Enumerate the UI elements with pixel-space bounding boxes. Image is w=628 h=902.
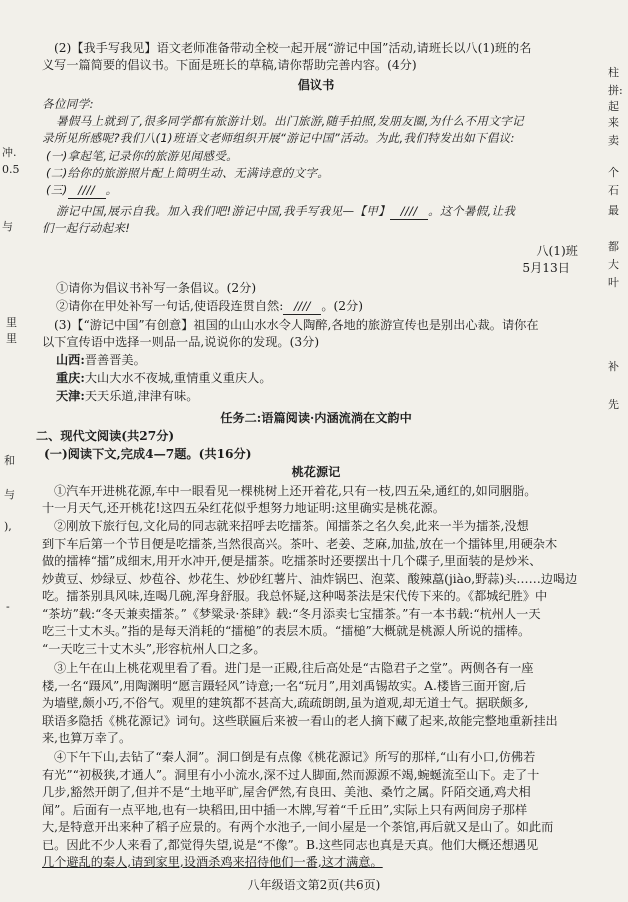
slogan-row [56,352,604,368]
proposal-body-line: 录所见所感呢?我们八(1)班语文老师组织开展“游记中国”活动。为此,我们特发出如下倡议: [42,131,515,145]
right-margin-text: 大 [608,258,619,271]
right-margin-text: 柱 [608,66,619,79]
proposal-closing-line [56,203,604,220]
page-footer: 八年级语文第2页(共6页) [247,878,381,892]
article-line: ②刚放下旅行包,文化局的同志就来招呼去吃擂茶。闻擂茶之名久矣,此来一半为擂茶,没想 [54,519,529,533]
slogan-row [56,370,604,386]
proposal-item: (二)给你的旅游照片配上简明生动、无满诗意的文字。 [46,166,330,180]
article-line: ①汽车开进桃花源,车中一眼看见一棵桃树上还开着花,只有一枝,四五朵,通红的,如同胭脂。 [54,484,537,498]
left-margin-text: 里 [6,316,17,329]
sub-question [56,298,604,315]
slogan-place: 天津: [56,389,85,403]
left-margin-text: 0.5 [2,163,20,176]
right-margin-text: 石 [608,184,619,197]
article-line: 到下车后第一个节目便是吃擂茶,当然很高兴。茶叶、老姜、芝麻,加盐,放在一个擂钵里,用硬杂木 [42,537,558,551]
answer-blank-sub2[interactable]: //// [283,298,321,315]
sub-question-text: ②请你在甲处补写一句话,使语段连贯自然: [56,299,284,313]
proposal-item-prefix: (三) [46,183,68,197]
slogan-text: 天天乐道,津津有味。 [84,389,199,403]
proposal-title: 倡议书 [297,78,335,92]
right-margin-text: 卖 [608,134,619,147]
right-margin-text: 都 [608,240,619,253]
article-line: 吃。擂茶别具风味,连喝几碗,浑身舒服。我总怀疑,这种喝茶法是宋代传下来的。《都城纪胜》中 [42,589,548,603]
left-margin-text: 和 [4,454,15,467]
proposal-body-line: 暑假马上就到了,很多同学都有旅游计划。出门旅游,随手拍照,发朋友圈,为什么不用文字记 [56,114,524,128]
proposal-item: (一)拿起笔,记录你的旅游见闻感受。 [46,149,239,163]
q2-title-line: (2)【我手写我见】语文老师准备带动全校一起开展“游记中国”活动,请班长以八(1)班的名 [54,41,532,55]
article-line: 几个避乱的秦人,请到家里,设酒杀鸡来招待他们一番,这才满意。 [42,855,383,869]
article-line: 来,也算万幸了。 [42,731,132,745]
slogan-text: 晋善晋美。 [84,353,146,367]
slogan-place: 山西: [56,353,85,367]
closing-text: 游记中国,展示自我。加入我们吧!游记中国,我手写我见—【甲】 [56,204,391,218]
article-line: “茶坊”载:“冬天兼卖擂茶。”《梦粱录·茶肆》载:“冬月添卖七宝擂茶。”有一本书载:“杭州人一天 [42,607,541,621]
signature-class: 八(1)班 [536,244,578,258]
left-margin-text: 与 [2,220,13,233]
task-heading: 任务二:语篇阅读·内涵流淌在文韵中 [220,411,412,425]
right-margin-strip [602,0,628,902]
article-line: 做的擂棒“擂”成细末,用开水冲开,便是擂茶。吃擂茶时还要摆出十几个碟子,里面装的是炒米、 [42,554,542,568]
slogan-row [56,388,604,404]
answer-blank-jia[interactable]: //// [390,203,428,220]
article-line: 几步,豁然开朗了,但并不是“土地平旷,屋舍俨然,有良田、美池、桑竹之属。阡陌交通,鸡犬相 [42,785,531,799]
article-line: 大,是特意开出来种了稻子应景的。有两个水池子,一间小屋是一个茶馆,再后就又是山了。如此而 [42,820,554,834]
sub-question-text: 。(2分) [321,299,363,313]
article-line: 闻”。后面有一点平地,也有一块稻田,田中插一木牌,写着“千丘田”,实际上只有两间房子那样 [42,803,528,817]
right-margin-text: 补 [608,360,619,373]
article-line: 十一月天气,还开桃花!这四五朵红花似乎想努力地证明:这里确实是桃花源。 [42,501,445,515]
article-line: ④下午下山,去钻了“秦人洞”。洞口倒是有点像《桃花源记》所写的那样,“山有小口,仿佛若 [54,750,536,764]
left-margin-strip [0,0,22,902]
page-content [36,0,590,902]
right-margin-text: 叶 [608,276,619,289]
answer-blank-item3[interactable]: //// [68,182,106,199]
part-heading: (一)阅读下文,完成4—7题。(共16分) [44,447,252,461]
left-margin-text: 冲. [2,146,17,159]
proposal-closing-line: 们一起行动起来! [42,221,131,235]
article-line: ③上午在山上桃花观里看了看。进门是一正殿,往后高处是“古隐君子之堂”。两侧各有一座 [54,661,534,675]
article-line: 楼,一名“蹑风”,用陶渊明“愿言蹑轻风”诗意;一名“玩月”,用刘禹锡故实。A.楼皆三面开窗,后 [42,679,527,693]
left-margin-text: ), [4,520,12,533]
sub-question: ①请你为倡议书补写一条倡议。(2分) [56,281,257,295]
q2-title-line: 义写一篇简要的倡议书。下面是班长的草稿,请你帮助完善内容。(4分) [42,58,417,72]
right-margin-text: 先 [608,398,619,411]
proposal-item-suffix: 。 [105,183,118,197]
left-margin-text: - [6,600,10,613]
article-line: 吃三十丈木头。”指的是每天消耗的“擂槌”的表层木质。“擂槌”大概就是桃源人所说的擂棒。 [42,624,531,638]
article-line: 炒黄豆、炒绿豆、炒苞谷、炒花生、炒砂红薯片、油炸锅巴、泡菜、酸辣藠(jiào,野蒜)头……边喝边 [42,572,578,586]
article-line: 联语多隐括《桃花源记》词句。这些联匾后来被一看山的老人摘下藏了起来,故能完整地重新挂出 [42,714,558,728]
signature-date: 5月13日 [522,261,570,275]
left-margin-text: 里 [6,332,17,345]
article-line: “一天吃三十丈木头”,形容杭州人口之多。 [42,642,266,656]
right-margin-text: 拼: [608,84,623,97]
right-margin-text: 个 [608,166,619,179]
q3-title-line: 以下宣传语中选择一则品一品,说说你的发现。(3分) [42,335,320,349]
closing-text: 。这个暑假,让我 [428,204,516,218]
article-line: 为墙壁,颇小巧,不俗气。观里的建筑都不甚高大,疏疏朗朗,虽为道观,却无道士气。据联颇多, [42,696,529,710]
slogan-text: 大山大水不夜城,重情重义重庆人。 [84,371,272,385]
left-margin-text: 与 [4,488,15,501]
right-margin-text: 起 [608,100,619,113]
article-title: 桃花源记 [291,465,341,479]
article-line: 有光”“初极狭,才通人”。洞里有小小流水,深不过人脚面,然而源源不竭,蜿蜒流至山下。走了十 [42,768,540,782]
proposal-greeting: 各位同学: [42,97,94,111]
q3-title-line: (3)【“游记中国”有创意】祖国的山山水水令人陶醉,各地的旅游宣传也是别出心裁。请你在 [54,318,539,332]
right-margin-text: 来 [608,116,619,129]
slogan-place: 重庆: [56,371,85,385]
section-heading: 二、现代文阅读(共27分) [36,429,175,443]
article-line: 已。因此不少人来看了,都觉得失望,说是“不像”。B.这些同志也真是天真。他们大概还想遇见 [42,838,539,852]
right-margin-text: 最 [608,204,619,217]
proposal-item [46,182,594,199]
